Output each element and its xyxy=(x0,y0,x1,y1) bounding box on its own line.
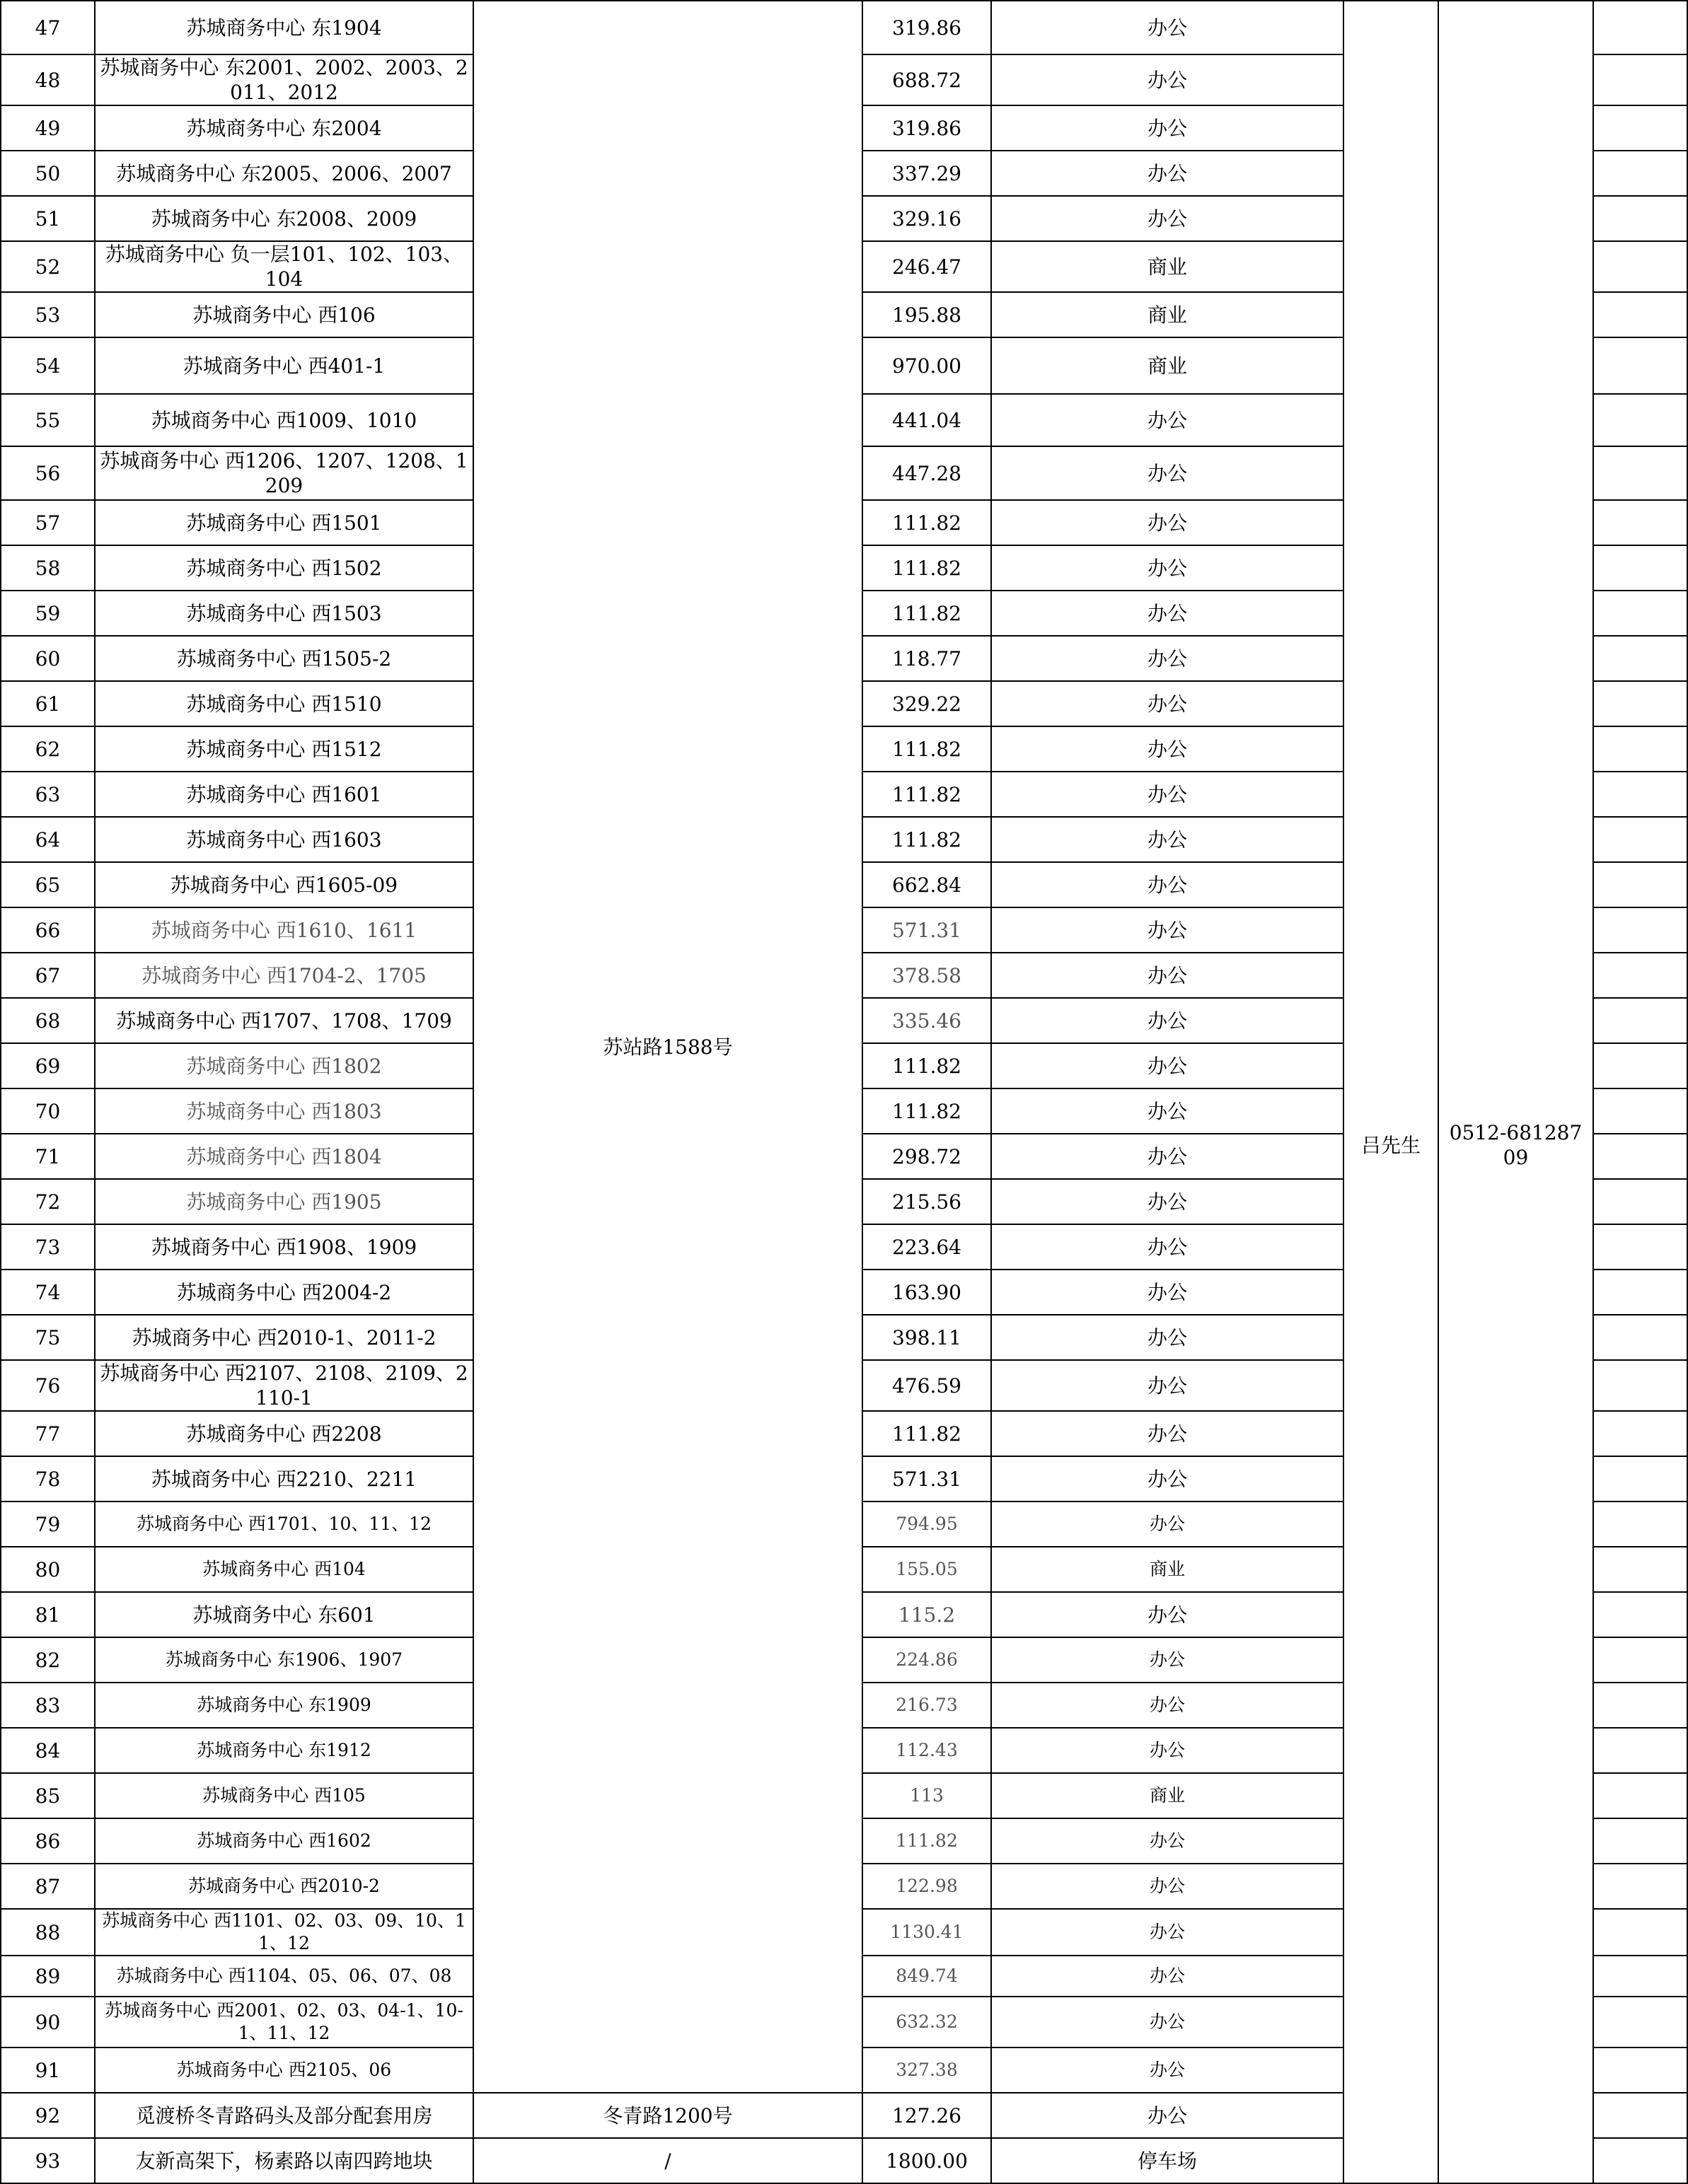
property-name-cell: 苏城商务中心 西401-1 xyxy=(95,337,473,394)
row-number-cell: 61 xyxy=(1,681,95,726)
remark-cell xyxy=(1593,1,1687,54)
area-cell: 111.82 xyxy=(862,500,991,545)
row-number-cell: 92 xyxy=(1,2093,95,2138)
area-cell: 571.31 xyxy=(862,1456,991,1502)
area-cell: 224.86 xyxy=(862,1637,991,1683)
row-number-cell: 83 xyxy=(1,1683,95,1728)
area-cell: 327.38 xyxy=(862,2047,991,2093)
remark-cell xyxy=(1593,726,1687,772)
row-number-cell: 85 xyxy=(1,1773,95,1818)
remark-cell xyxy=(1593,500,1687,545)
row-number-cell: 57 xyxy=(1,500,95,545)
row-number-cell: 54 xyxy=(1,337,95,394)
remark-cell xyxy=(1593,1456,1687,1502)
remark-cell xyxy=(1593,1864,1687,1909)
area-cell: 111.82 xyxy=(862,545,991,591)
area-cell: 335.46 xyxy=(862,998,991,1043)
property-name-cell: 苏城商务中心 西1603 xyxy=(95,817,473,862)
remark-cell xyxy=(1593,1683,1687,1728)
usage-cell: 办公 xyxy=(991,1456,1343,1502)
row-number-cell: 62 xyxy=(1,726,95,772)
usage-cell: 办公 xyxy=(991,151,1343,196)
usage-cell: 办公 xyxy=(991,591,1343,636)
row-number-cell: 56 xyxy=(1,446,95,500)
property-name-cell: 苏城商务中心 西1610、1611 xyxy=(95,907,473,953)
property-name-cell: 苏城商务中心 西1501 xyxy=(95,500,473,545)
property-name-cell: 苏城商务中心 西1701、10、11、12 xyxy=(95,1502,473,1547)
area-cell: 337.29 xyxy=(862,151,991,196)
usage-cell: 办公 xyxy=(991,1411,1343,1456)
row-number-cell: 78 xyxy=(1,1456,95,1502)
property-name-cell: 苏城商务中心 西1009、1010 xyxy=(95,394,473,446)
row-number-cell: 66 xyxy=(1,907,95,953)
usage-cell: 办公 xyxy=(991,1,1343,54)
usage-cell: 办公 xyxy=(991,545,1343,591)
row-number-cell: 70 xyxy=(1,1088,95,1134)
area-cell: 298.72 xyxy=(862,1134,991,1179)
property-name-cell: 苏城商务中心 西104 xyxy=(95,1547,473,1592)
row-number-cell: 47 xyxy=(1,1,95,54)
area-cell: 571.31 xyxy=(862,907,991,953)
usage-cell: 办公 xyxy=(991,862,1343,907)
row-number-cell: 82 xyxy=(1,1637,95,1683)
remark-cell xyxy=(1593,1502,1687,1547)
area-cell: 111.82 xyxy=(862,817,991,862)
usage-cell: 办公 xyxy=(991,1315,1343,1360)
remark-cell xyxy=(1593,1728,1687,1773)
area-cell: 1130.41 xyxy=(862,1909,991,1956)
table-body xyxy=(1,1,1687,2183)
remark-cell xyxy=(1593,1315,1687,1360)
property-name-cell: 苏城商务中心 西1905 xyxy=(95,1179,473,1224)
usage-cell: 办公 xyxy=(991,196,1343,241)
property-name-cell: 苏城商务中心 负一层101、102、103、104 xyxy=(95,241,473,292)
row-number-cell: 75 xyxy=(1,1315,95,1360)
property-name-cell: 苏城商务中心 西1503 xyxy=(95,591,473,636)
remark-cell xyxy=(1593,394,1687,446)
remark-cell xyxy=(1593,105,1687,151)
area-cell: 113 xyxy=(862,1773,991,1818)
row-number-cell: 87 xyxy=(1,1864,95,1909)
row-number-cell: 88 xyxy=(1,1909,95,1956)
remark-cell xyxy=(1593,1134,1687,1179)
row-number-cell: 55 xyxy=(1,394,95,446)
row-number-cell: 71 xyxy=(1,1134,95,1179)
row-number-cell: 67 xyxy=(1,953,95,998)
property-name-cell: 苏城商务中心 西1101、02、03、09、10、11、12 xyxy=(95,1909,473,1956)
area-cell: 1800.00 xyxy=(862,2138,991,2183)
usage-cell: 办公 xyxy=(991,1818,1343,1864)
property-name-cell: 苏城商务中心 东1906、1907 xyxy=(95,1637,473,1683)
table-row xyxy=(1,1,1687,54)
usage-cell: 商业 xyxy=(991,241,1343,292)
property-name-cell: 苏城商务中心 东1909 xyxy=(95,1683,473,1728)
area-cell: 111.82 xyxy=(862,1043,991,1088)
remark-cell xyxy=(1593,1909,1687,1956)
usage-cell: 办公 xyxy=(991,1502,1343,1547)
property-name-cell: 苏城商务中心 西1512 xyxy=(95,726,473,772)
usage-cell: 办公 xyxy=(991,1179,1343,1224)
remark-cell xyxy=(1593,196,1687,241)
row-number-cell: 69 xyxy=(1,1043,95,1088)
area-cell: 662.84 xyxy=(862,862,991,907)
area-cell: 688.72 xyxy=(862,54,991,105)
remark-cell xyxy=(1593,2093,1687,2138)
remark-cell xyxy=(1593,337,1687,394)
remark-cell xyxy=(1593,54,1687,105)
usage-cell: 办公 xyxy=(991,1270,1343,1315)
usage-cell: 办公 xyxy=(991,953,1343,998)
property-name-cell: 苏城商务中心 西2010-1、2011-2 xyxy=(95,1315,473,1360)
row-number-cell: 50 xyxy=(1,151,95,196)
usage-cell: 办公 xyxy=(991,446,1343,500)
area-cell: 111.82 xyxy=(862,726,991,772)
area-cell: 163.90 xyxy=(862,1270,991,1315)
property-name-cell: 苏城商务中心 西1505-2 xyxy=(95,636,473,681)
remark-cell xyxy=(1593,446,1687,500)
row-number-cell: 53 xyxy=(1,292,95,337)
usage-cell: 办公 xyxy=(991,2093,1343,2138)
remark-cell xyxy=(1593,1270,1687,1315)
usage-cell: 办公 xyxy=(991,1360,1343,1411)
usage-cell: 办公 xyxy=(991,1043,1343,1088)
remark-cell xyxy=(1593,1956,1687,1997)
property-name-cell: 苏城商务中心 西1605-09 xyxy=(95,862,473,907)
remark-cell xyxy=(1593,1411,1687,1456)
property-name-cell: 苏城商务中心 西1206、1207、1208、1209 xyxy=(95,446,473,500)
usage-cell: 办公 xyxy=(991,1592,1343,1637)
row-number-cell: 84 xyxy=(1,1728,95,1773)
property-name-cell: 苏城商务中心 西1502 xyxy=(95,545,473,591)
property-name-cell: 苏城商务中心 东2001、2002、2003、2011、2012 xyxy=(95,54,473,105)
area-cell: 319.86 xyxy=(862,105,991,151)
row-number-cell: 74 xyxy=(1,1270,95,1315)
area-cell: 111.82 xyxy=(862,591,991,636)
area-cell: 115.2 xyxy=(862,1592,991,1637)
usage-cell: 办公 xyxy=(991,1134,1343,1179)
remark-cell xyxy=(1593,241,1687,292)
area-cell: 122.98 xyxy=(862,1864,991,1909)
property-name-cell: 苏城商务中心 西1510 xyxy=(95,681,473,726)
usage-cell: 办公 xyxy=(991,1864,1343,1909)
remark-cell xyxy=(1593,953,1687,998)
area-cell: 111.82 xyxy=(862,1088,991,1134)
property-name-cell: 苏城商务中心 西2107、2108、2109、2110-1 xyxy=(95,1360,473,1411)
property-name-cell: 苏城商务中心 东2008、2009 xyxy=(95,196,473,241)
address-cell: 苏站路1588号 xyxy=(473,1,862,2093)
row-number-cell: 89 xyxy=(1,1956,95,1997)
row-number-cell: 79 xyxy=(1,1502,95,1547)
property-name-cell: 苏城商务中心 西1707、1708、1709 xyxy=(95,998,473,1043)
property-name-cell: 苏城商务中心 西1704-2、1705 xyxy=(95,953,473,998)
area-cell: 398.11 xyxy=(862,1315,991,1360)
remark-cell xyxy=(1593,292,1687,337)
area-cell: 111.82 xyxy=(862,1818,991,1864)
property-name-cell: 苏城商务中心 东601 xyxy=(95,1592,473,1637)
usage-cell: 办公 xyxy=(991,1637,1343,1683)
contact-name-cell: 吕先生 xyxy=(1343,1,1438,2183)
remark-cell xyxy=(1593,1547,1687,1592)
remark-cell xyxy=(1593,862,1687,907)
property-name-cell: 觅渡桥冬青路码头及部分配套用房 xyxy=(95,2093,473,2138)
usage-cell: 办公 xyxy=(991,907,1343,953)
row-number-cell: 64 xyxy=(1,817,95,862)
usage-cell: 办公 xyxy=(991,817,1343,862)
property-name-cell: 苏城商务中心 西1802 xyxy=(95,1043,473,1088)
area-cell: 441.04 xyxy=(862,394,991,446)
row-number-cell: 68 xyxy=(1,998,95,1043)
area-cell: 127.26 xyxy=(862,2093,991,2138)
usage-cell: 办公 xyxy=(991,726,1343,772)
property-name-cell: 苏城商务中心 西1601 xyxy=(95,772,473,817)
remark-cell xyxy=(1593,1637,1687,1683)
row-number-cell: 51 xyxy=(1,196,95,241)
area-cell: 319.86 xyxy=(862,1,991,54)
row-number-cell: 72 xyxy=(1,1179,95,1224)
row-number-cell: 59 xyxy=(1,591,95,636)
area-cell: 118.77 xyxy=(862,636,991,681)
row-number-cell: 65 xyxy=(1,862,95,907)
area-cell: 447.28 xyxy=(862,446,991,500)
area-cell: 476.59 xyxy=(862,1360,991,1411)
area-cell: 215.56 xyxy=(862,1179,991,1224)
usage-cell: 商业 xyxy=(991,292,1343,337)
area-cell: 329.16 xyxy=(862,196,991,241)
property-name-cell: 苏城商务中心 西2010-2 xyxy=(95,1864,473,1909)
property-name-cell: 苏城商务中心 西2105、06 xyxy=(95,2047,473,2093)
area-cell: 329.22 xyxy=(862,681,991,726)
property-name-cell: 苏城商务中心 西105 xyxy=(95,1773,473,1818)
usage-cell: 商业 xyxy=(991,337,1343,394)
remark-cell xyxy=(1593,1043,1687,1088)
row-number-cell: 77 xyxy=(1,1411,95,1456)
property-name-cell: 苏城商务中心 西1908、1909 xyxy=(95,1224,473,1270)
remark-cell xyxy=(1593,1224,1687,1270)
row-number-cell: 76 xyxy=(1,1360,95,1411)
row-number-cell: 52 xyxy=(1,241,95,292)
property-name-cell: 苏城商务中心 东2005、2006、2007 xyxy=(95,151,473,196)
usage-cell: 停车场 xyxy=(991,2138,1343,2183)
property-name-cell: 苏城商务中心 东1904 xyxy=(95,1,473,54)
property-name-cell: 苏城商务中心 西2208 xyxy=(95,1411,473,1456)
row-number-cell: 80 xyxy=(1,1547,95,1592)
area-cell: 794.95 xyxy=(862,1502,991,1547)
usage-cell: 办公 xyxy=(991,1683,1343,1728)
usage-cell: 办公 xyxy=(991,1224,1343,1270)
area-cell: 246.47 xyxy=(862,241,991,292)
area-cell: 632.32 xyxy=(862,1997,991,2047)
usage-cell: 办公 xyxy=(991,1909,1343,1956)
usage-cell: 办公 xyxy=(991,394,1343,446)
area-cell: 216.73 xyxy=(862,1683,991,1728)
remark-cell xyxy=(1593,1179,1687,1224)
usage-cell: 办公 xyxy=(991,1997,1343,2047)
usage-cell: 办公 xyxy=(991,105,1343,151)
row-number-cell: 93 xyxy=(1,2138,95,2183)
usage-cell: 办公 xyxy=(991,681,1343,726)
property-name-cell: 苏城商务中心 西2001、02、03、04-1、10-1、11、12 xyxy=(95,1997,473,2047)
contact-phone-cell: 0512-68128709 xyxy=(1438,1,1593,2183)
remark-cell xyxy=(1593,151,1687,196)
property-name-cell: 苏城商务中心 西1804 xyxy=(95,1134,473,1179)
area-cell: 111.82 xyxy=(862,1411,991,1456)
address-cell: / xyxy=(473,2138,862,2183)
row-number-cell: 86 xyxy=(1,1818,95,1864)
area-cell: 378.58 xyxy=(862,953,991,998)
remark-cell xyxy=(1593,998,1687,1043)
property-name-cell: 苏城商务中心 东2004 xyxy=(95,105,473,151)
row-number-cell: 48 xyxy=(1,54,95,105)
area-cell: 195.88 xyxy=(862,292,991,337)
property-name-cell: 苏城商务中心 西2004-2 xyxy=(95,1270,473,1315)
row-number-cell: 73 xyxy=(1,1224,95,1270)
remark-cell xyxy=(1593,636,1687,681)
usage-cell: 商业 xyxy=(991,1547,1343,1592)
area-cell: 970.00 xyxy=(862,337,991,394)
remark-cell xyxy=(1593,1088,1687,1134)
remark-cell xyxy=(1593,772,1687,817)
remark-cell xyxy=(1593,907,1687,953)
usage-cell: 办公 xyxy=(991,636,1343,681)
remark-cell xyxy=(1593,591,1687,636)
area-cell: 111.82 xyxy=(862,772,991,817)
property-name-cell: 友新高架下，杨素路以南四跨地块 xyxy=(95,2138,473,2183)
row-number-cell: 90 xyxy=(1,1997,95,2047)
remark-cell xyxy=(1593,2047,1687,2093)
usage-cell: 办公 xyxy=(991,500,1343,545)
area-cell: 849.74 xyxy=(862,1956,991,1997)
area-cell: 112.43 xyxy=(862,1728,991,1773)
property-name-cell: 苏城商务中心 西1602 xyxy=(95,1818,473,1864)
usage-cell: 办公 xyxy=(991,1088,1343,1134)
remark-cell xyxy=(1593,817,1687,862)
row-number-cell: 91 xyxy=(1,2047,95,2093)
remark-cell xyxy=(1593,2138,1687,2183)
usage-cell: 办公 xyxy=(991,1728,1343,1773)
row-number-cell: 81 xyxy=(1,1592,95,1637)
usage-cell: 办公 xyxy=(991,2047,1343,2093)
remark-cell xyxy=(1593,1360,1687,1411)
usage-cell: 办公 xyxy=(991,772,1343,817)
remark-cell xyxy=(1593,1818,1687,1864)
property-name-cell: 苏城商务中心 西2210、2211 xyxy=(95,1456,473,1502)
usage-cell: 商业 xyxy=(991,1773,1343,1818)
property-name-cell: 苏城商务中心 西1104、05、06、07、08 xyxy=(95,1956,473,1997)
row-number-cell: 58 xyxy=(1,545,95,591)
remark-cell xyxy=(1593,1773,1687,1818)
area-cell: 223.64 xyxy=(862,1224,991,1270)
usage-cell: 办公 xyxy=(991,54,1343,105)
property-name-cell: 苏城商务中心 西106 xyxy=(95,292,473,337)
remark-cell xyxy=(1593,545,1687,591)
row-number-cell: 49 xyxy=(1,105,95,151)
remark-cell xyxy=(1593,1997,1687,2047)
address-cell: 冬青路1200号 xyxy=(473,2093,862,2138)
usage-cell: 办公 xyxy=(991,1956,1343,1997)
area-cell: 155.05 xyxy=(862,1547,991,1592)
row-number-cell: 63 xyxy=(1,772,95,817)
usage-cell: 办公 xyxy=(991,998,1343,1043)
property-name-cell: 苏城商务中心 西1803 xyxy=(95,1088,473,1134)
remark-cell xyxy=(1593,681,1687,726)
remark-cell xyxy=(1593,1592,1687,1637)
property-name-cell: 苏城商务中心 东1912 xyxy=(95,1728,473,1773)
row-number-cell: 60 xyxy=(1,636,95,681)
